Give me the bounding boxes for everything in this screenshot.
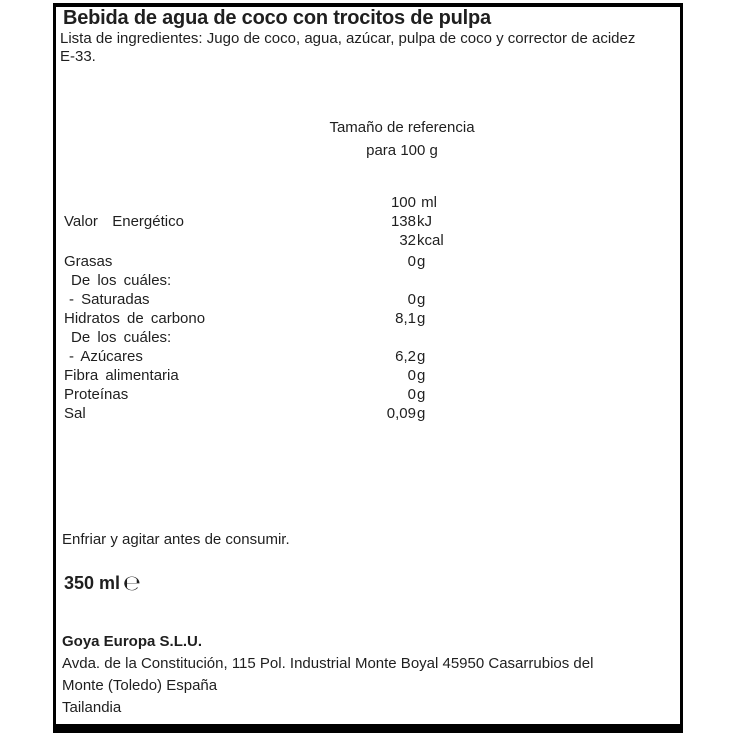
row-label: De los cuáles: <box>71 272 172 289</box>
row-label: Valor Energético <box>64 213 184 230</box>
row-value: 0 <box>407 386 416 403</box>
row-unit: g <box>417 348 426 365</box>
row-label: - Azúcares <box>69 348 143 365</box>
row-label: - Saturadas <box>69 291 150 308</box>
reference-size-line2: para 100 g <box>366 142 438 159</box>
row-value: 0 <box>407 253 416 270</box>
row-label: Grasas <box>64 253 113 270</box>
net-quantity <box>64 571 141 595</box>
manufacturer-address-line1: Avda. de la Constitución, 115 Pol. Industrial Monte Boyal 45950 Casarrubios del <box>62 655 594 672</box>
row-unit: g <box>417 310 426 327</box>
row-label: Fibra alimentaria <box>64 367 179 384</box>
row-unit: kcal <box>417 232 444 249</box>
nutrition-row-of-which-carb <box>56 328 680 347</box>
origin-country: Tailandia <box>62 699 122 716</box>
ingredients-text: Lista de ingredientes: Jugo de coco, agua, azúcar, pulpa de coco y corrector de acidez E-33. <box>60 30 636 65</box>
row-value: 0,09 <box>386 405 416 422</box>
row-value: 32 <box>399 232 416 249</box>
nutrition-row-saturates <box>56 290 680 309</box>
row-label: Sal <box>64 405 86 422</box>
nutrition-row-sugars <box>56 347 680 366</box>
nutrition-row-energy-kcal <box>56 231 680 250</box>
estimated-sign-icon: ℮ <box>123 571 141 595</box>
row-unit: g <box>417 386 426 403</box>
nutrition-row-fibre <box>56 366 680 385</box>
nutrition-row-column-header <box>56 193 680 212</box>
manufacturer-block <box>62 631 662 719</box>
reference-size-block <box>202 116 602 162</box>
row-unit: g <box>417 405 426 422</box>
row-unit: g <box>417 253 426 270</box>
row-value: 100 <box>390 194 416 211</box>
manufacturer-name: Goya Europa S.L.U. <box>62 633 203 650</box>
row-label: De los cuáles: <box>71 329 172 346</box>
nutrition-row-fat <box>56 252 680 271</box>
storage-note: Enfriar y agitar antes de consumir. <box>62 531 290 548</box>
row-label: Proteínas <box>64 386 129 403</box>
nutrition-row-salt <box>56 404 680 423</box>
row-unit: kJ <box>417 213 432 230</box>
nutrition-row-protein <box>56 385 680 404</box>
row-value: 6,2 <box>395 348 416 365</box>
row-unit: g <box>417 367 426 384</box>
nutrition-row-carbohydrate <box>56 309 680 328</box>
manufacturer-address-line2: Monte (Toledo) España <box>62 677 218 694</box>
product-label-box <box>53 3 683 733</box>
net-quantity-value: 350 ml <box>64 573 121 593</box>
row-value: 0 <box>407 291 416 308</box>
nutrition-row-energy-kj <box>56 212 680 231</box>
row-unit: g <box>417 291 426 308</box>
row-label: Hidratos de carbono <box>64 310 206 327</box>
row-unit: ml <box>417 194 437 211</box>
reference-size-line1: Tamaño de referencia <box>329 119 475 136</box>
row-value: 0 <box>407 367 416 384</box>
nutrition-row-of-which-fat <box>56 271 680 290</box>
label-content <box>56 7 680 724</box>
product-title: Bebida de agua de coco con trocitos de pulpa <box>63 7 491 29</box>
row-value: 138 <box>390 213 416 230</box>
row-value: 8,1 <box>395 310 416 327</box>
